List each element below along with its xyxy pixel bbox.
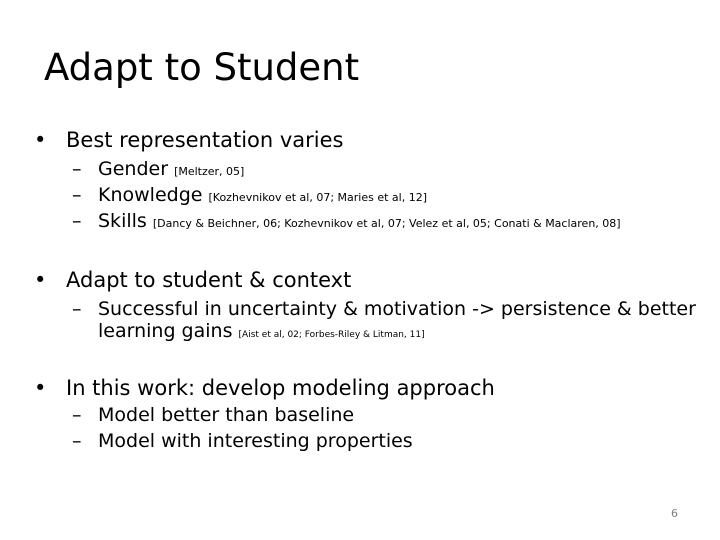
sub-item xyxy=(72,210,621,235)
citation: [Meltzer, 05] xyxy=(174,165,245,178)
sub-item xyxy=(72,158,244,183)
bullet-text: Adapt to student & context xyxy=(66,268,352,292)
sub-text: Knowledge xyxy=(98,184,203,206)
sub-text: learning gains xyxy=(98,320,233,342)
sub-text: Model with interesting properties xyxy=(98,430,413,452)
sub-item xyxy=(72,404,354,426)
sub-item xyxy=(72,298,696,320)
sub-item-continuation xyxy=(98,320,425,346)
sub-text: Model better than baseline xyxy=(98,404,355,426)
sub-text: Successful in uncertainty & motivation -> persistence & better xyxy=(98,298,696,320)
sub-text: Gender xyxy=(98,158,169,180)
sub-item xyxy=(72,184,427,209)
slide-title: Adapt to Student xyxy=(44,46,360,89)
page-number: 6 xyxy=(671,507,678,520)
sub-dash: – xyxy=(72,158,82,180)
sub-dash: – xyxy=(72,430,82,452)
citation: [Kozhevnikov et al, 07; Maries et al, 12] xyxy=(208,191,427,204)
citation: [Dancy & Beichner, 06; Kozhevnikov et al, 07; Velez et al, 05; Conati & Maclaren, 08] xyxy=(152,217,621,230)
bullet-1 xyxy=(34,127,344,153)
sub-dash: – xyxy=(72,184,82,206)
sub-dash: – xyxy=(72,210,82,232)
bullet-2 xyxy=(34,267,351,293)
sub-item xyxy=(72,430,413,452)
bullet-dot: • xyxy=(34,376,47,400)
bullet-3 xyxy=(34,375,495,401)
sub-dash: – xyxy=(72,298,82,320)
sub-dash: – xyxy=(72,404,82,426)
bullet-dot: • xyxy=(34,128,47,152)
bullet-text: Best representation varies xyxy=(66,128,344,152)
citation: [Aist et al, 02; Forbes-Riley & Litman, 11] xyxy=(238,330,425,340)
sub-text: Skills xyxy=(98,210,147,232)
bullet-dot: • xyxy=(34,268,47,292)
bullet-text: In this work: develop modeling approach xyxy=(66,376,495,400)
